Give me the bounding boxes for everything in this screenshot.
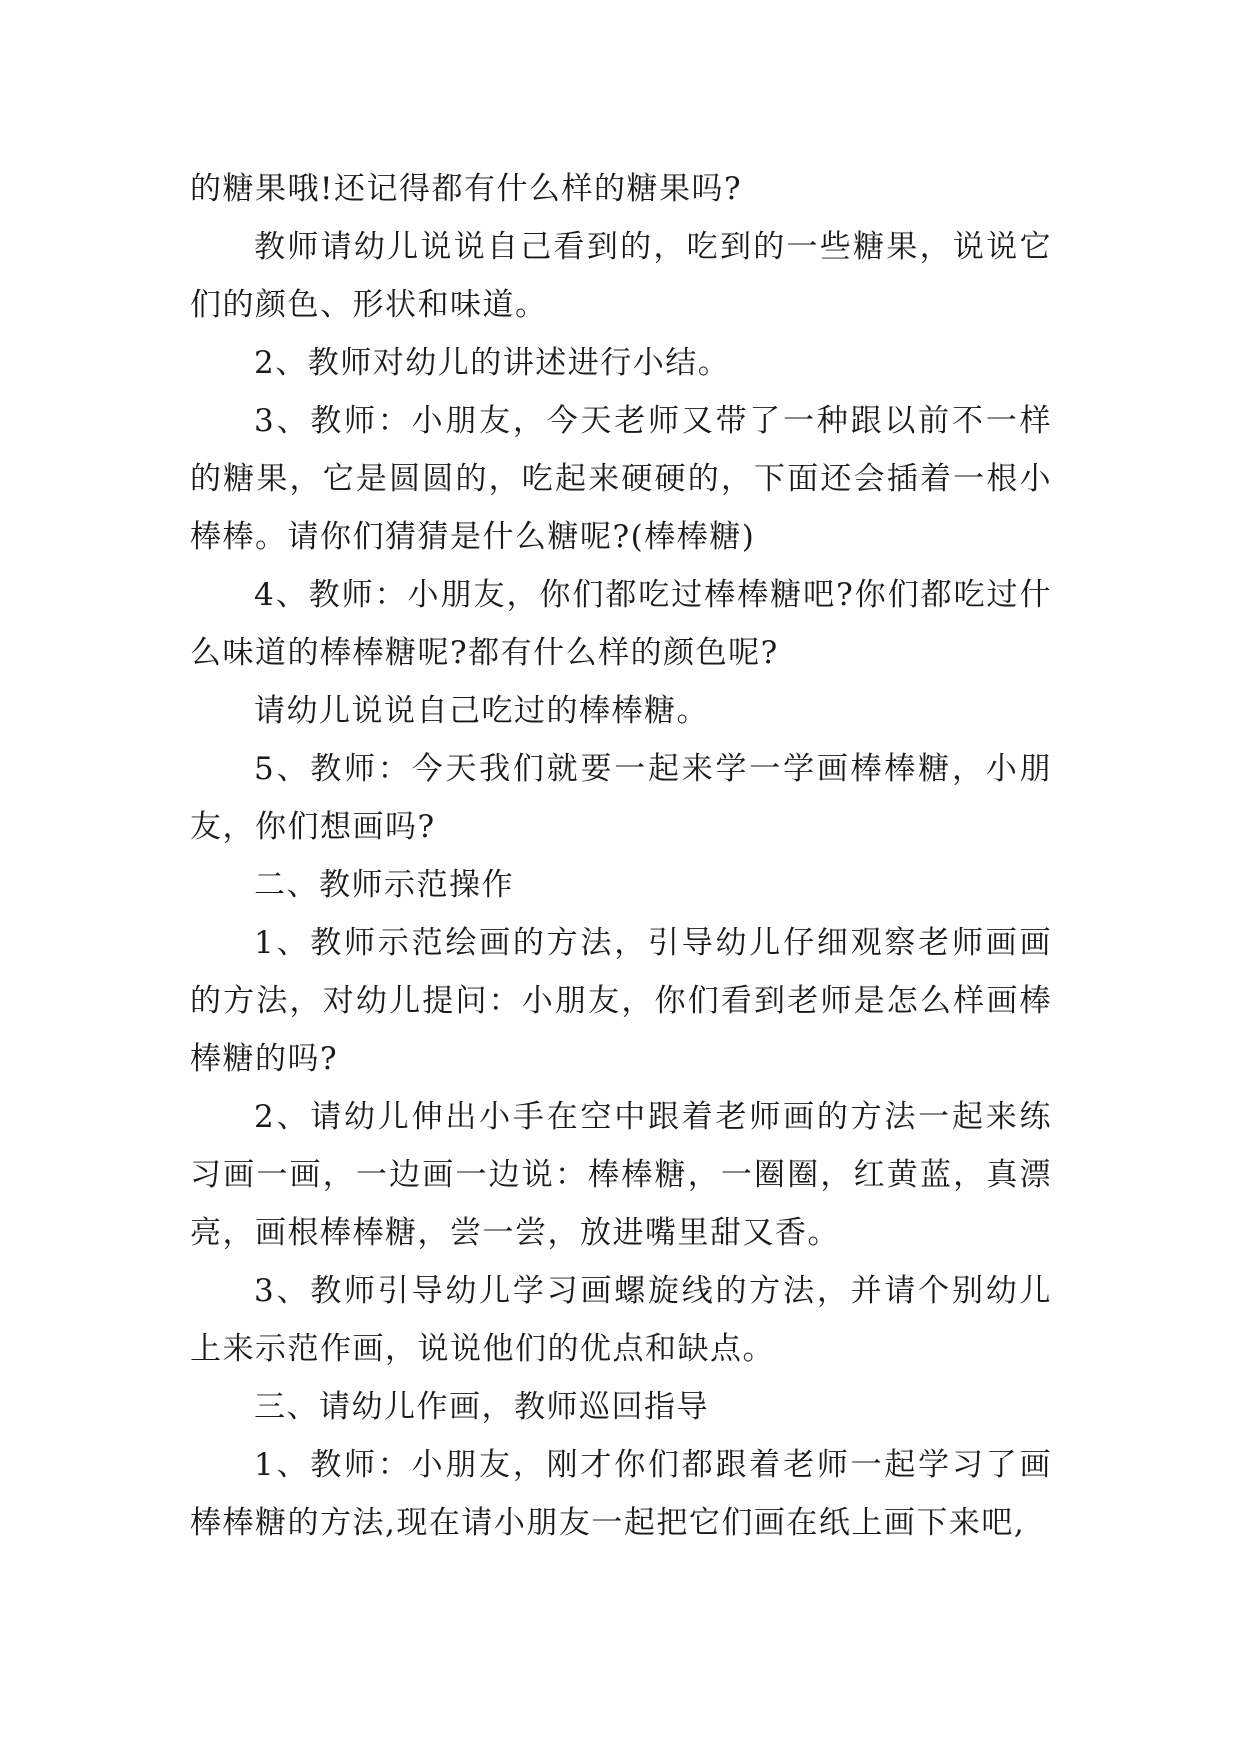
paragraph: 2、教师对幼儿的讲述进行小结。 (254, 345, 731, 381)
paragraph: 3、教师：小朋友，今天老师又带了一种跟以前不一样的糖果，它是圆圆的，吃起来硬硬的，下面还会插着一根小棒棒。请你们猜猜是什么糖呢?(棒棒糖) (190, 403, 1052, 555)
paragraph: 4、教师：小朋友，你们都吃过棒棒糖吧?你们都吃过什么味道的棒棒糖呢?都有什么样的颜色呢? (190, 577, 1052, 671)
document-body (190, 160, 1052, 1552)
paragraph: 的糖果哦!还记得都有什么样的糖果吗? (190, 171, 743, 207)
paragraph: 5、教师：今天我们就要一起来学一学画棒棒糖，小朋友，你们想画吗? (190, 751, 1052, 845)
paragraph: 1、教师示范绘画的方法，引导幼儿仔细观察老师画画的方法，对幼儿提问：小朋友，你们看到老师是怎么样画棒棒糖的吗? (190, 925, 1052, 1077)
paragraph: 1、教师：小朋友，刚才你们都跟着老师一起学习了画棒棒糖的方法,现在请小朋友一起把它们画在纸上画下来吧, (190, 1447, 1052, 1541)
paragraph: 3、教师引导幼儿学习画螺旋线的方法，并请个别幼儿上来示范作画，说说他们的优点和缺点。 (190, 1273, 1052, 1367)
paragraph: 教师请幼儿说说自己看到的，吃到的一些糖果，说说它们的颜色、形状和味道。 (190, 229, 1052, 323)
section-heading: 三、请幼儿作画，教师巡回指导 (254, 1389, 709, 1425)
paragraph: 请幼儿说说自己吃过的棒棒糖。 (254, 693, 709, 729)
paragraph: 2、请幼儿伸出小手在空中跟着老师画的方法一起来练习画一画，一边画一边说：棒棒糖，一圈圈，红黄蓝，真漂亮，画根棒棒糖，尝一尝，放进嘴里甜又香。 (190, 1099, 1052, 1251)
section-heading: 二、教师示范操作 (254, 867, 514, 903)
